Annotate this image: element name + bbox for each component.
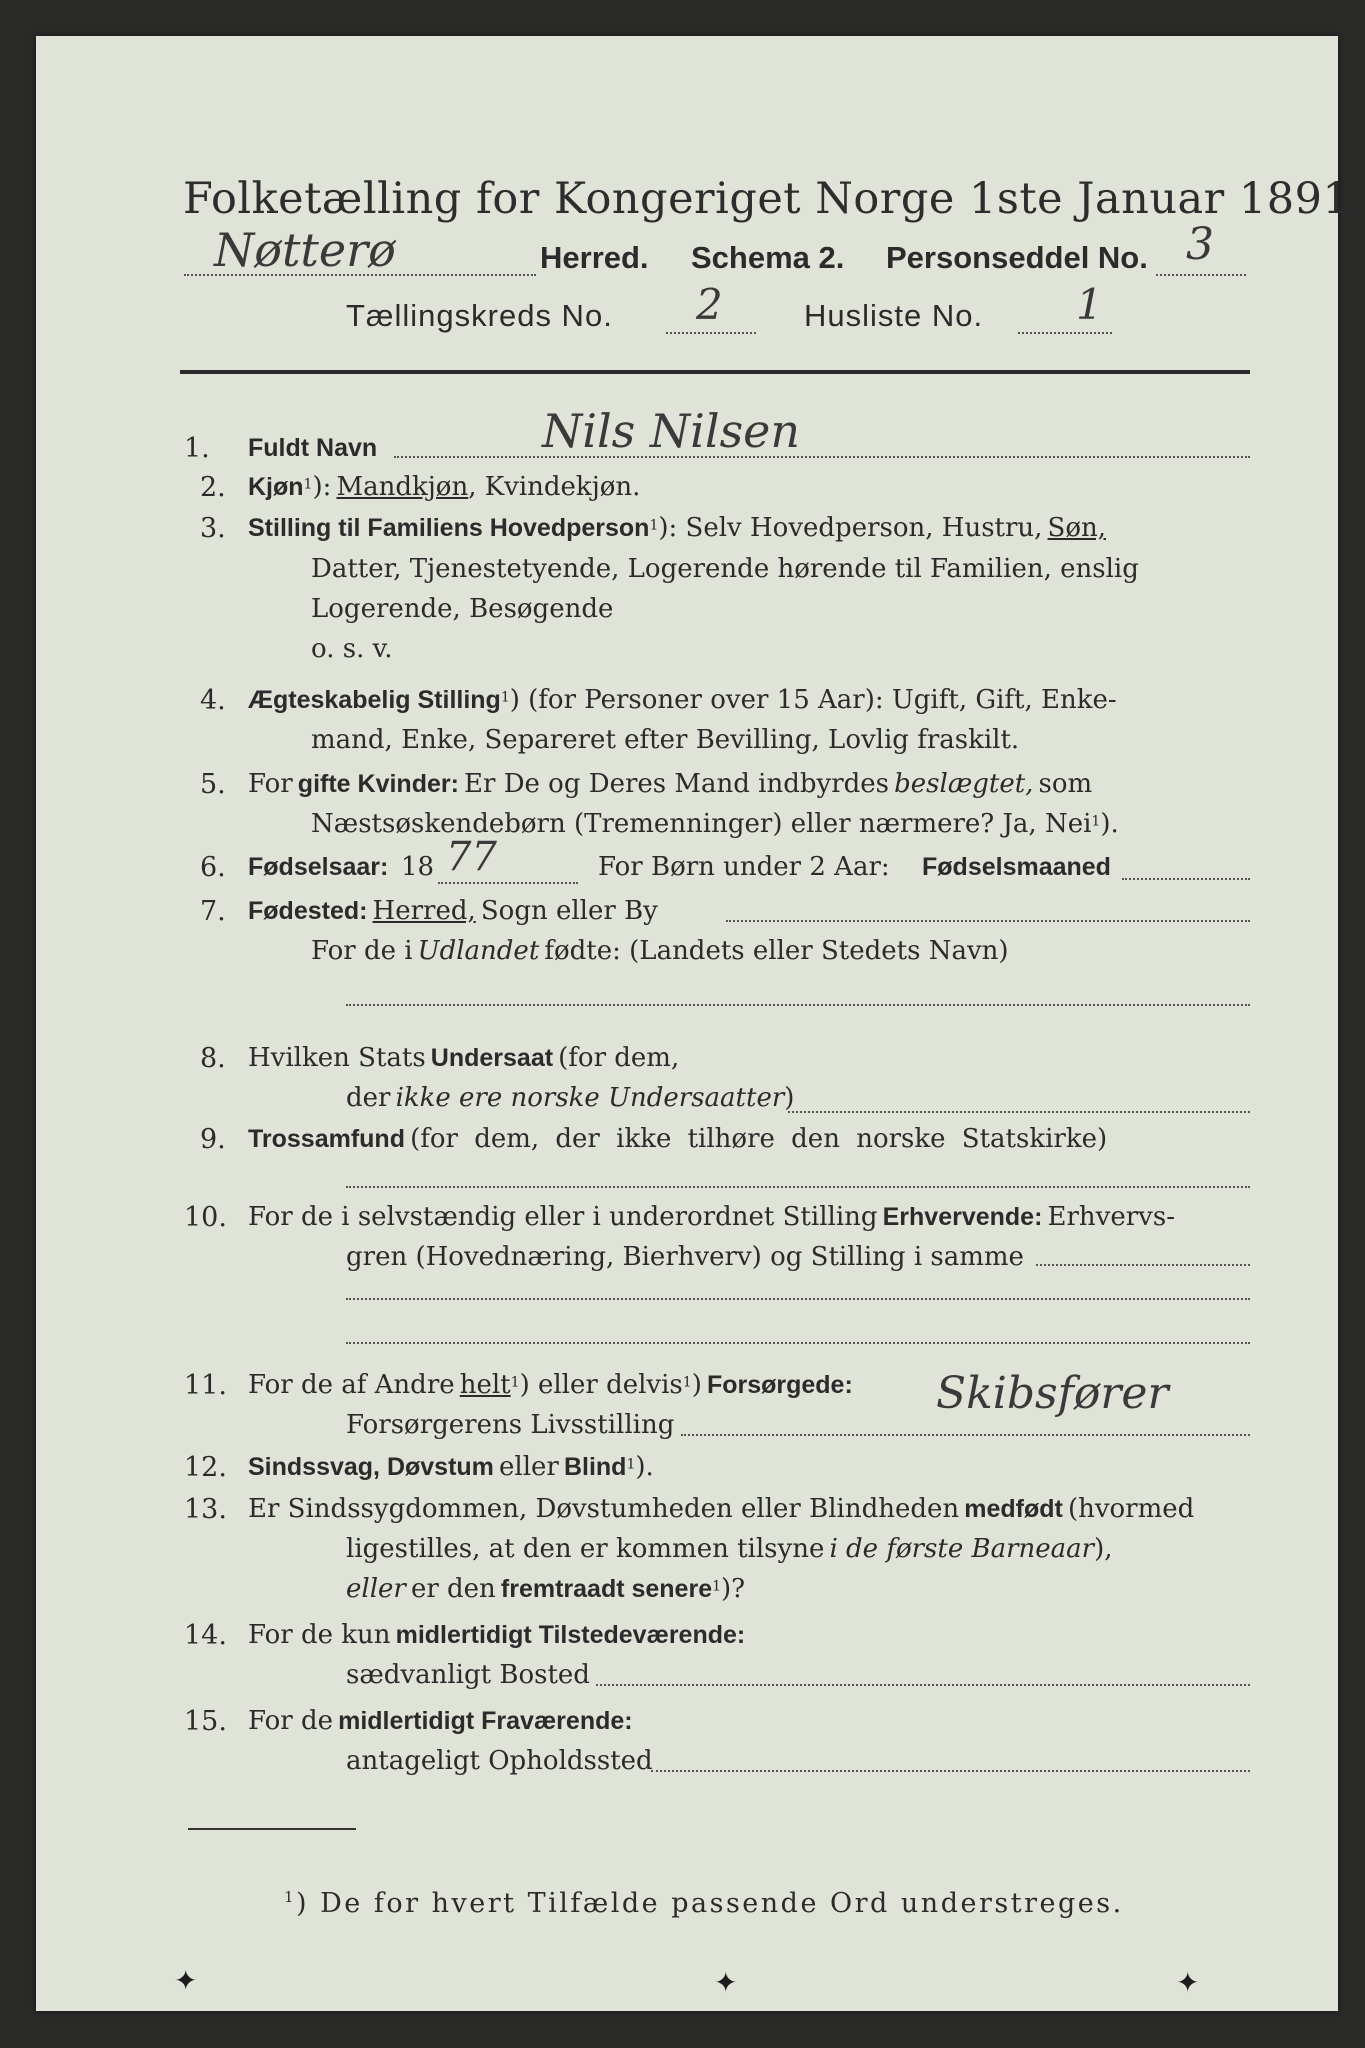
field-10-blank-line-2: [346, 1342, 1250, 1344]
field-3-line1: [248, 513, 1106, 543]
footnote-sup: 1: [284, 1888, 297, 1906]
field-11-number: 11.: [184, 1370, 227, 1401]
field-15-number: 15.: [184, 1706, 227, 1737]
field-12-line1: [248, 1452, 654, 1482]
field-13-line3b: er den: [410, 1574, 496, 1604]
field-3-number: 3.: [200, 513, 226, 544]
field-3-line4: o. s. v.: [311, 634, 393, 664]
field-7-line1: [248, 896, 658, 926]
full-name-value: Nils Nilsen: [542, 404, 801, 458]
field-7-label: Fødested:: [248, 897, 368, 925]
form-title: Folketælling for Kongeriget Norge 1ste Januar 1891.: [183, 174, 1365, 224]
field-15-pre: For de: [248, 1706, 333, 1736]
field-13-line3d: )?: [721, 1574, 746, 1604]
field-5-line2: [311, 809, 1119, 839]
field-12-number: 12.: [184, 1452, 227, 1483]
option-son: Søn,: [1047, 513, 1107, 543]
field-2-line: [248, 472, 640, 502]
field-6-label: Fødselsaar:: [248, 853, 389, 881]
field-8-line1: [248, 1043, 679, 1073]
option-mandkjon: Mandkjøn: [336, 472, 469, 502]
field-12-label2: Blind: [563, 1453, 627, 1481]
field-14-label: midlertidigt Tilstedeværende:: [395, 1621, 746, 1649]
field-4-line1-text: ) (for Personer over 15 Aar): Ugift, Gift, Enke-: [509, 685, 1117, 715]
field-10-line1: [248, 1202, 1175, 1232]
field-11-label: Forsørgede:: [706, 1371, 853, 1399]
field-8-rest: (for dem,: [558, 1043, 680, 1073]
field-5-sup: 1: [1091, 813, 1101, 830]
field-10-label: Erhvervende:: [882, 1203, 1043, 1231]
field-8-line2a: der: [346, 1083, 391, 1113]
personseddel-dotted-line: [1156, 274, 1246, 276]
birthmonth-dotted-line: [1122, 878, 1250, 880]
field-8-line2b: ikke ere norske Undersaatter: [395, 1083, 785, 1113]
field-1-number: 1.: [184, 433, 210, 464]
field-13-line3: [346, 1574, 745, 1604]
field-15-label: midlertidigt Fraværende:: [338, 1707, 633, 1735]
field-13-line2b: i de første Barneaar: [829, 1534, 1095, 1564]
field-8-pre: Hvilken Stats: [248, 1043, 426, 1073]
field-6-mid: For Børn under 2 Aar:: [598, 852, 890, 882]
field-9-rest: (for dem, der ikke tilhøre den norske Statskirke): [410, 1124, 1108, 1154]
field-3-line2: Datter, Tjenestetyende, Logerende hørende til Familien, enslig: [311, 554, 1139, 584]
field-9-blank-line: [346, 1186, 1250, 1188]
field-15-dotted-line: [651, 1770, 1250, 1772]
field-1-dotted-line: [394, 456, 1250, 458]
field-2-colon: ):: [312, 472, 332, 502]
field-4-label: Ægteskabelig Stilling: [248, 686, 501, 714]
field-2-label: Kjøn: [248, 473, 304, 501]
field-8-line2: [346, 1083, 794, 1113]
field-13-line3c: fremtraadt senere: [500, 1575, 713, 1603]
field-6-prefix: 18: [401, 852, 435, 882]
field-12-label: Sindssvag, Døvstum: [248, 1453, 494, 1481]
field-5-close: ).: [1100, 809, 1119, 839]
field-8-number: 8.: [200, 1043, 226, 1074]
field-5-end: som: [1038, 769, 1093, 799]
husliste-number: 1: [1076, 280, 1103, 329]
field-1-label: Fuldt Navn: [248, 434, 378, 462]
field-10-number: 10.: [184, 1202, 227, 1233]
field-4-line1: [248, 685, 1117, 715]
field-10-pre: For de i selvstændig eller i underordnet Stilling: [248, 1202, 878, 1232]
field-14-pre: For de kun: [248, 1620, 391, 1650]
footnote-text: ) De for hvert Tilfælde passende Ord understreges.: [296, 1888, 1124, 1919]
field-3-sup: 1: [649, 517, 659, 534]
field-5-line2-text: Næstsøskendebørn (Tremenninger) eller nærmere? Ja, Nei: [311, 809, 1092, 839]
footnote: [284, 1888, 1124, 1919]
field-5-italic: beslægtet,: [894, 769, 1034, 799]
field-8-label: Undersaat: [430, 1044, 554, 1072]
field-7-line2a: For de i: [311, 936, 413, 966]
field-11-sup: 1: [510, 1374, 520, 1391]
field-11-dotted-line: [681, 1434, 1250, 1436]
husliste-label: Husliste No.: [804, 298, 984, 333]
field-13-line3a: eller: [346, 1574, 406, 1604]
field-10-end: Erhvervs-: [1047, 1202, 1175, 1232]
birth-year-value: 77: [446, 834, 497, 880]
field-7-dotted-line: [726, 920, 1250, 922]
field-14-number: 14.: [184, 1620, 227, 1651]
field-11-pre: For de af Andre: [248, 1370, 455, 1400]
field-8-dotted-line: [788, 1111, 1250, 1113]
field-3-label: Stilling til Familiens Hovedperson: [248, 514, 650, 542]
field-11-line1: [248, 1370, 853, 1400]
field-13-line2: [346, 1534, 1113, 1564]
herred-handwritten: Nøtterø: [214, 223, 396, 277]
field-3-line3: Logerende, Besøgende: [311, 594, 614, 624]
field-5-number: 5.: [200, 769, 226, 800]
field-7-line2: [311, 936, 1009, 966]
field-7-line2b: Udlandet: [417, 936, 540, 966]
field-12-close: ).: [635, 1452, 654, 1482]
field-7-rest: Sogn eller By: [480, 896, 658, 926]
field-15-line1: [248, 1706, 633, 1736]
field-9-label: Trossamfund: [248, 1125, 405, 1153]
field-9-line1: [248, 1124, 1107, 1154]
footnote-rule: [188, 1828, 356, 1830]
field-5-pre: For: [248, 769, 293, 799]
field-2-sup: 1: [303, 476, 313, 493]
field-4-line2: mand, Enke, Separeret efter Bevilling, Lovlig fraskilt.: [311, 725, 1020, 755]
option-herred: Herred,: [372, 896, 476, 926]
personseddel-label: Personseddel No.: [886, 240, 1148, 275]
field-13-line2c: ),: [1094, 1534, 1113, 1564]
field-8-line2c: ): [784, 1083, 795, 1113]
field-10-blank-line-1: [346, 1298, 1250, 1300]
field-15-line2: antageligt Opholdssted: [346, 1746, 653, 1776]
field-7-number: 7.: [200, 896, 226, 927]
corner-mark-left: ✦: [174, 1964, 198, 1997]
header-rule: [180, 370, 1250, 374]
field-13-medfodt: medfødt: [964, 1495, 1063, 1523]
corner-mark-center: ✦: [714, 1966, 738, 1999]
field-6-number: 6.: [200, 852, 226, 883]
field-4-number: 4.: [200, 685, 226, 716]
field-13-number: 13.: [184, 1494, 227, 1525]
taellingskreds-dotted-line: [666, 332, 756, 334]
taellingskreds-label: Tællingskreds No.: [346, 298, 613, 333]
field-12-sup: 1: [626, 1456, 636, 1473]
husliste-dotted-line: [1018, 332, 1112, 334]
field-7-blank-line: [346, 1004, 1250, 1006]
option-helt: helt: [459, 1370, 511, 1400]
field-14-line1: [248, 1620, 745, 1650]
field-5-line1-text: Er De og Deres Mand indbyrdes: [464, 769, 890, 799]
field-11-line2: Forsørgerens Livsstilling: [346, 1410, 675, 1440]
field-13-line1c: (hvormed: [1067, 1494, 1195, 1524]
field-14-dotted-line: [596, 1684, 1250, 1686]
field-11-sup-2: 1: [682, 1374, 692, 1391]
corner-mark-right: ✦: [1176, 1966, 1200, 1999]
field-13-line2a: ligestilles, at den er kommen tilsyne: [346, 1534, 825, 1564]
field-6-label2: Fødselsmaaned: [922, 853, 1111, 881]
field-11-mid2: ): [691, 1370, 702, 1400]
provider-occupation-value: Skibsfører: [936, 1368, 1169, 1419]
field-3-line1-text: ): Selv Hovedperson, Hustru,: [658, 513, 1043, 543]
personseddel-number: 3: [1186, 219, 1214, 270]
census-form: [36, 36, 1365, 2011]
taellingskreds-number: 2: [696, 280, 723, 329]
field-9-number: 9.: [200, 1124, 226, 1155]
herred-label: Herred.: [540, 240, 649, 275]
field-4-sup: 1: [500, 689, 510, 706]
field-13-line1: [248, 1494, 1194, 1524]
field-14-line2: sædvanligt Bosted: [346, 1660, 590, 1690]
schema-label: Schema 2.: [691, 240, 845, 275]
field-7-line2c: fødte: (Landets eller Stedets Navn): [544, 936, 1009, 966]
field-5-line1: [248, 769, 1092, 799]
field-10-dotted-line: [1036, 1264, 1250, 1266]
birthyear-dotted-line: [438, 882, 578, 884]
field-11-mid: ) eller delvis: [519, 1370, 683, 1400]
field-2-number: 2.: [200, 472, 226, 503]
field-13-line1a: Er Sindssygdommen, Døvstumheden eller Blindheden: [248, 1494, 960, 1524]
field-12-rest: eller: [499, 1452, 559, 1482]
field-13-sup: 1: [712, 1578, 722, 1595]
field-10-line2: gren (Hovednæring, Bierhverv) og Stilling i samme: [346, 1242, 1024, 1272]
field-2-rest: , Kvindekjøn.: [468, 472, 641, 502]
field-5-label: gifte Kvinder:: [297, 770, 459, 798]
